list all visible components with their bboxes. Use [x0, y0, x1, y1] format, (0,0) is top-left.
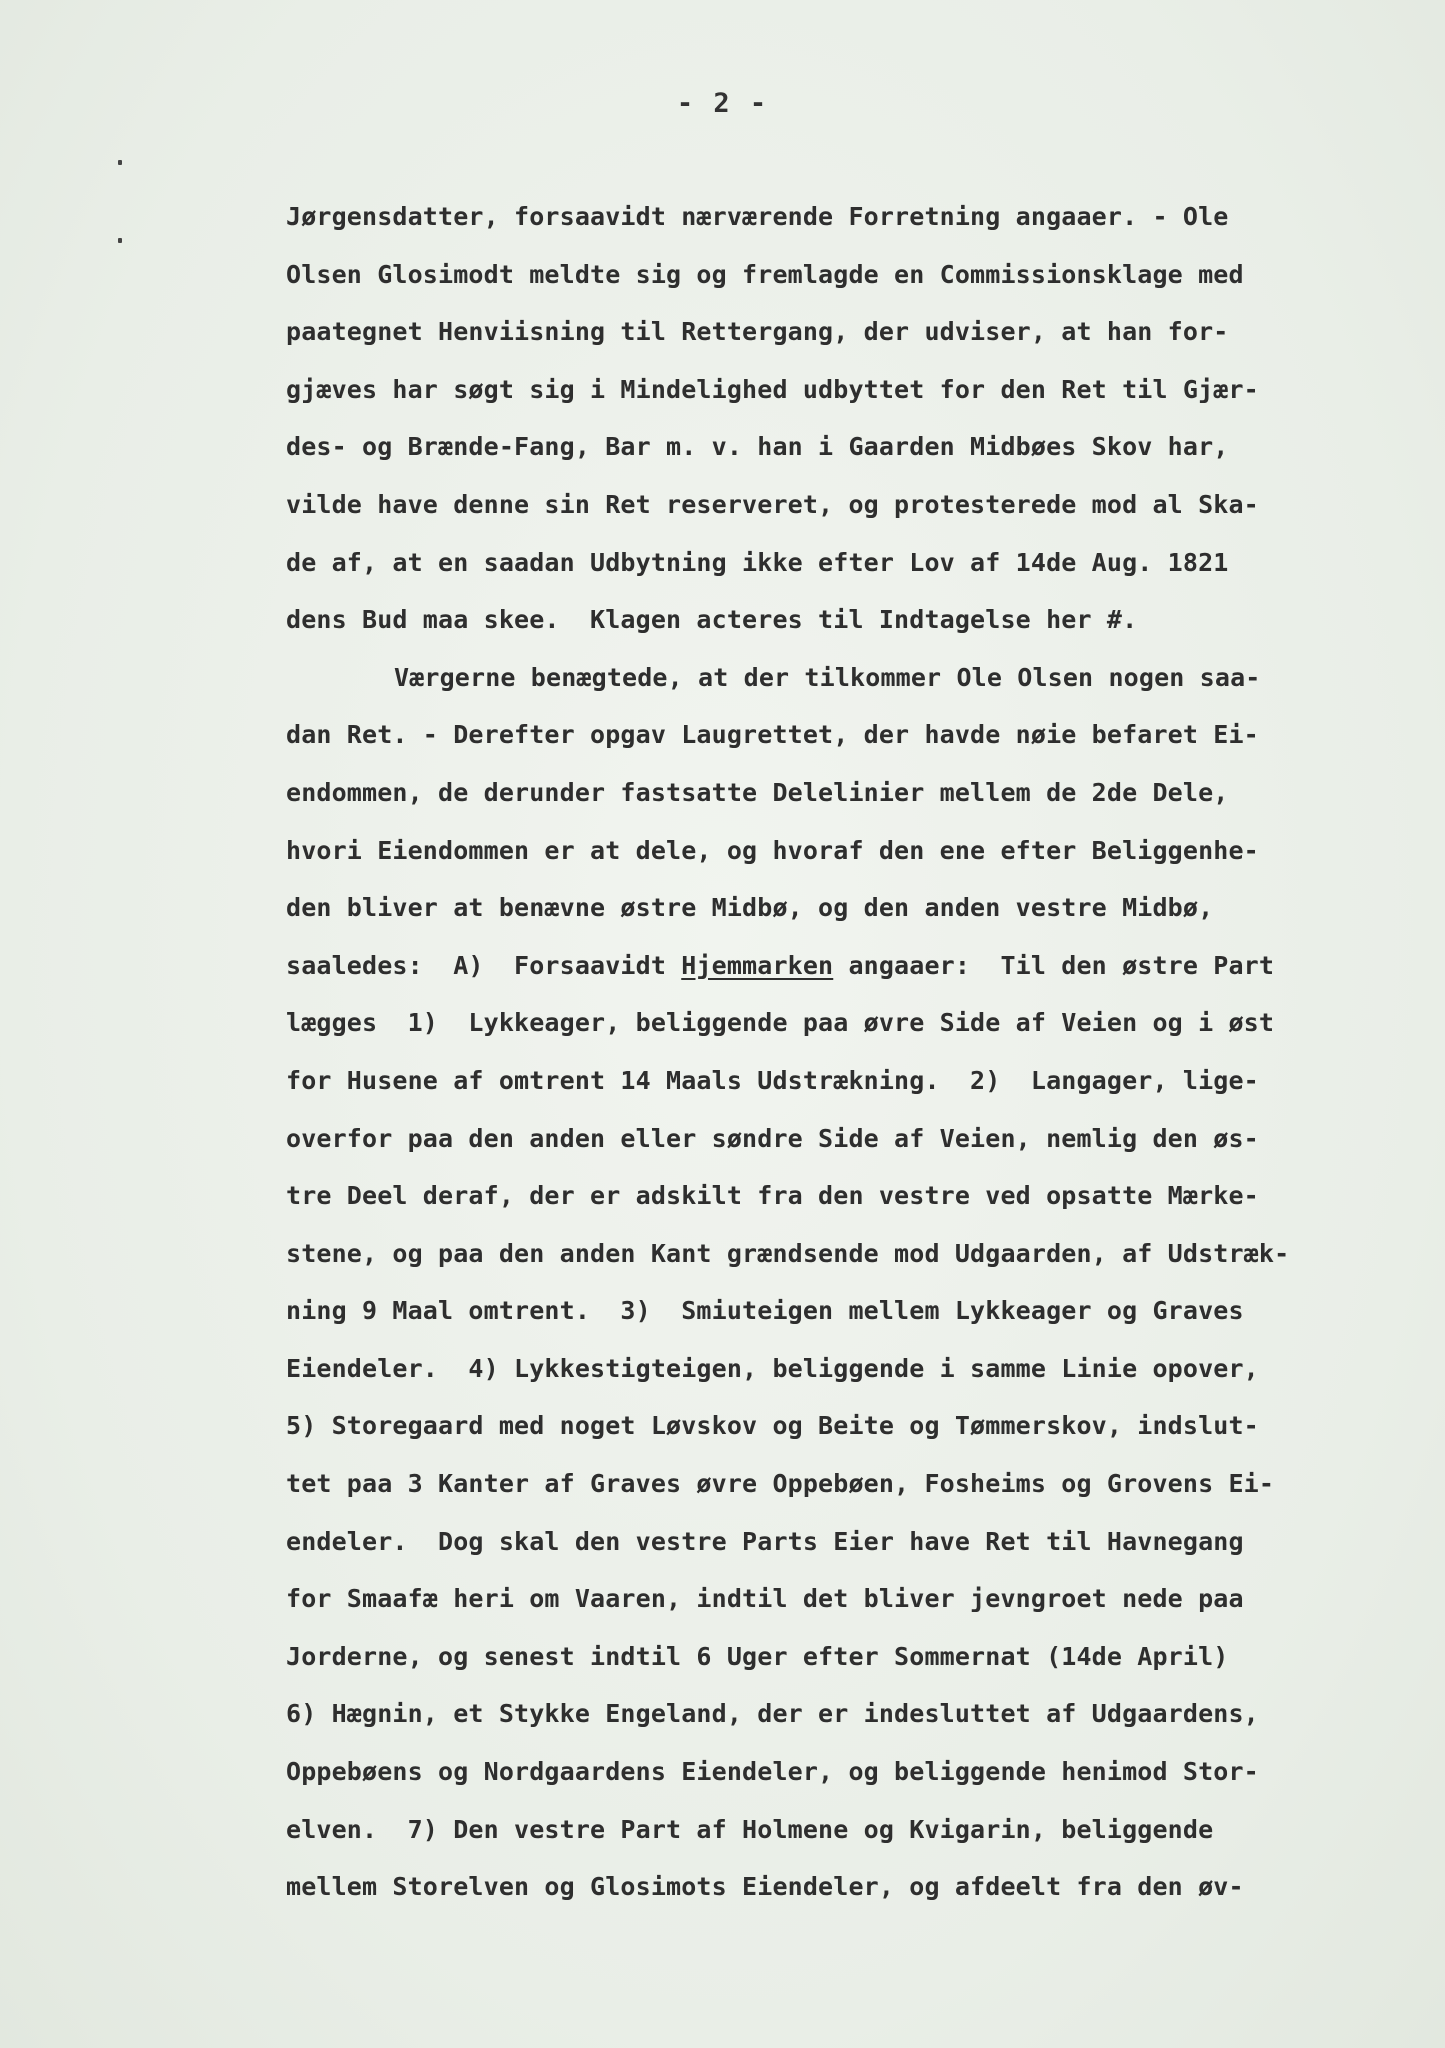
margin-mark	[118, 238, 122, 243]
text-line: paategnet Henviisning til Rettergang, der udviser, at han for-	[286, 317, 1229, 347]
page-number: - 2 -	[676, 88, 769, 119]
text-line: dan Ret. - Derefter opgav Laugrettet, der havde nøie befaret Ei-	[286, 720, 1259, 750]
text-line: vilde have denne sin Ret reserveret, og protesterede mod al Ska-	[286, 489, 1259, 519]
text-line: ning 9 Maal omtrent. 3) Smiuteigen mellem Lykkeager og Graves	[286, 1296, 1244, 1326]
text-line: de af, at en saadan Udbytning ikke efter Lov af 14de Aug. 1821	[286, 547, 1229, 577]
text-line: for Smaafæ heri om Vaaren, indtil det bliver jevngroet nede paa	[286, 1584, 1244, 1614]
text-line: mellem Storelven og Glosimots Eiendeler, og afdeelt fra den øv-	[286, 1872, 1244, 1902]
text-line: Eiendeler. 4) Lykkestigteigen, beliggende i samme Linie opover,	[286, 1353, 1259, 1383]
text-line: Oppebøens og Nordgaardens Eiendeler, og beliggende henimod Stor-	[286, 1757, 1259, 1787]
line-segment: angaaer: Til den østre Part	[833, 950, 1275, 980]
text-line: Olsen Glosimodt meldte sig og fremlagde en Commissionsklage med	[286, 259, 1244, 289]
text-line: gjæves har søgt sig i Mindelighed udbyttet for den Ret til Gjær-	[286, 374, 1259, 404]
body-text	[286, 188, 1426, 1916]
text-line: lægges 1) Lykkeager, beliggende paa øvre Side af Veien og i øst	[286, 1008, 1275, 1038]
text-line: Jorderne, og senest indtil 6 Uger efter Sommernat (14de April)	[286, 1641, 1229, 1671]
paragraph-start-line: Værgerne benægtede, at der tilkommer Ole Olsen nogen saa-	[394, 662, 1261, 692]
line-segment: saaledes: A) Forsaavidt	[286, 950, 682, 980]
text-line: endeler. Dog skal den vestre Parts Eier have Ret til Havnegang	[286, 1526, 1244, 1556]
margin-mark	[118, 160, 122, 165]
text-line: des- og Brænde-Fang, Bar m. v. han i Gaarden Midbøes Skov har,	[286, 432, 1229, 462]
text-line: hvori Eiendommen er at dele, og hvoraf den ene efter Beliggenhe-	[286, 835, 1259, 865]
underlined-word: Hjemmarken	[681, 950, 834, 980]
text-line: 6) Hægnin, et Stykke Engeland, der er indesluttet af Udgaardens,	[286, 1699, 1259, 1729]
text-line: dens Bud maa skee. Klagen acteres til Indtagelse her #.	[286, 605, 1138, 635]
text-line: tet paa 3 Kanter af Graves øvre Oppebøen, Fosheims og Grovens Ei-	[286, 1469, 1275, 1499]
text-line: tre Deel deraf, der er adskilt fra den vestre ved opsatte Mærke-	[286, 1181, 1259, 1211]
text-line: elven. 7) Den vestre Part af Holmene og Kvigarin, beliggende	[286, 1814, 1214, 1844]
text-line: stene, og paa den anden Kant grændsende mod Udgaarden, af Udstræk-	[286, 1238, 1290, 1268]
text-line: den bliver at benævne østre Midbø, og den anden vestre Midbø,	[286, 893, 1214, 923]
text-line	[286, 937, 1274, 995]
text-line: for Husene af omtrent 14 Maals Udstrækning. 2) Langager, lige-	[286, 1065, 1259, 1095]
text-line: overfor paa den anden eller søndre Side af Veien, nemlig den øs-	[286, 1123, 1259, 1153]
text-line: Jørgensdatter, forsaavidt nærværende Forretning angaaer. - Ole	[286, 202, 1229, 231]
text-line: endommen, de derunder fastsatte Delelinier mellem de 2de Dele,	[286, 777, 1229, 807]
text-line: 5) Storegaard med noget Løvskov og Beite og Tømmerskov, indslut-	[286, 1411, 1259, 1441]
